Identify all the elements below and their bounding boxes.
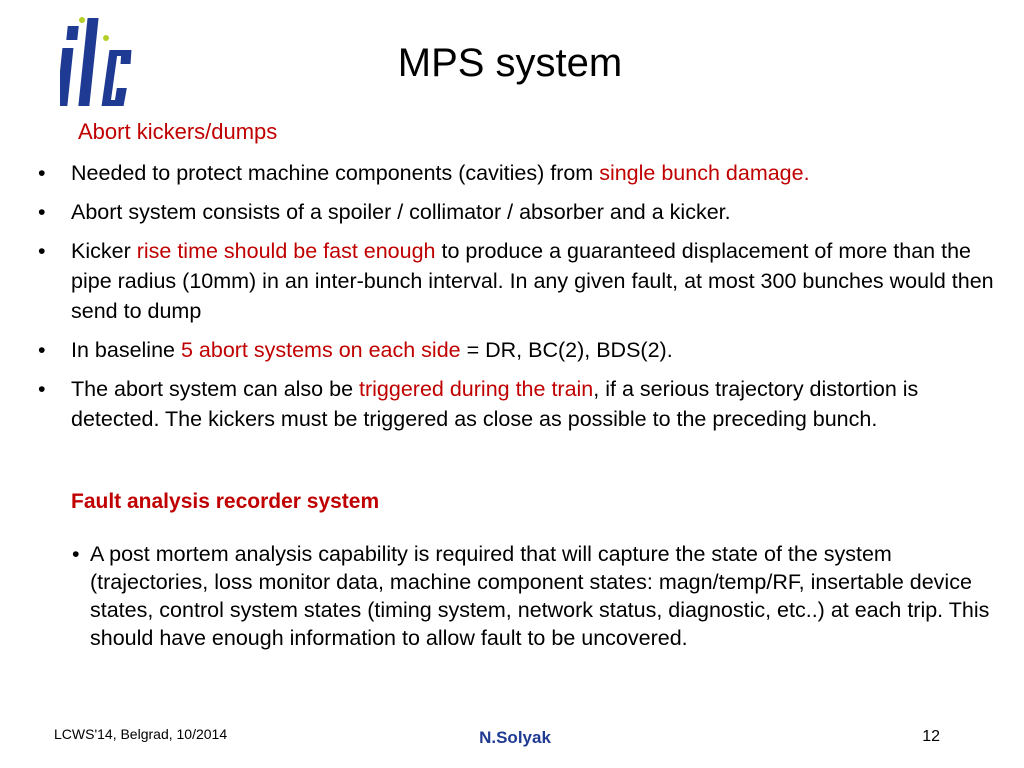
bullet-text: The abort system can also be (71, 377, 360, 401)
bullet-item (34, 236, 1004, 326)
bullet-marker: • (72, 542, 80, 566)
bullet-item (34, 158, 1004, 188)
ilc-logo (60, 14, 140, 110)
highlight-text: 5 abort systems on each side (180, 338, 461, 362)
dotted-rule-left (0, 70, 72, 76)
bullet-item (34, 374, 1004, 434)
bullet-text: to produce a guaranteed displacement of more than the pipe radius (10mm) in an inter-bunch interval. In any given fault, at most 300 bunches would then send to dump (71, 239, 994, 323)
dotted-rule-top (146, 99, 1020, 105)
bullet-text: Abort system consists of a spoiler / collimator / absorber and a kicker. (71, 200, 731, 224)
bullet-item (34, 197, 1004, 227)
bullet-item (34, 335, 1004, 365)
bullet-text: Needed to protect machine components (cavities) from (71, 161, 600, 185)
page-number: 12 (922, 728, 940, 745)
highlight-text: triggered during the train (359, 377, 594, 401)
footer-author: N.Solyak (479, 728, 551, 747)
fault-analysis-text: A post mortem analysis capability is required that will capture the state of the system (trajectories, loss monitor data, machine component states: magn/temp/RF, insertable device states, control system states (timing system, network status, diagnostic, etc..) at each trip. This should have enough information to allow fault to be uncovered. (90, 542, 990, 650)
fault-analysis-heading: Fault analysis recorder system (71, 490, 380, 513)
bullet-list (34, 158, 1004, 443)
dotted-rule-bottom (0, 706, 1024, 712)
bullet-text: Kicker (71, 239, 137, 263)
bullet-text: , if a serious trajectory distortion is detected. The kickers must be triggered as close as possible to the preceding bunch. (71, 377, 919, 431)
bullet-text: = DR, BC(2), BDS(2). (460, 338, 673, 362)
highlight-text: rise time should be fast enough (136, 239, 436, 263)
bullet-text: In baseline (71, 338, 181, 362)
highlight-text: single bunch damage. (599, 161, 810, 185)
section-heading: Abort kickers/dumps (78, 119, 278, 144)
footer-event: LCWS'14, Belgrad, 10/2014 (54, 726, 228, 742)
slide-title: MPS system (397, 41, 623, 85)
fault-analysis-paragraph (72, 540, 990, 652)
